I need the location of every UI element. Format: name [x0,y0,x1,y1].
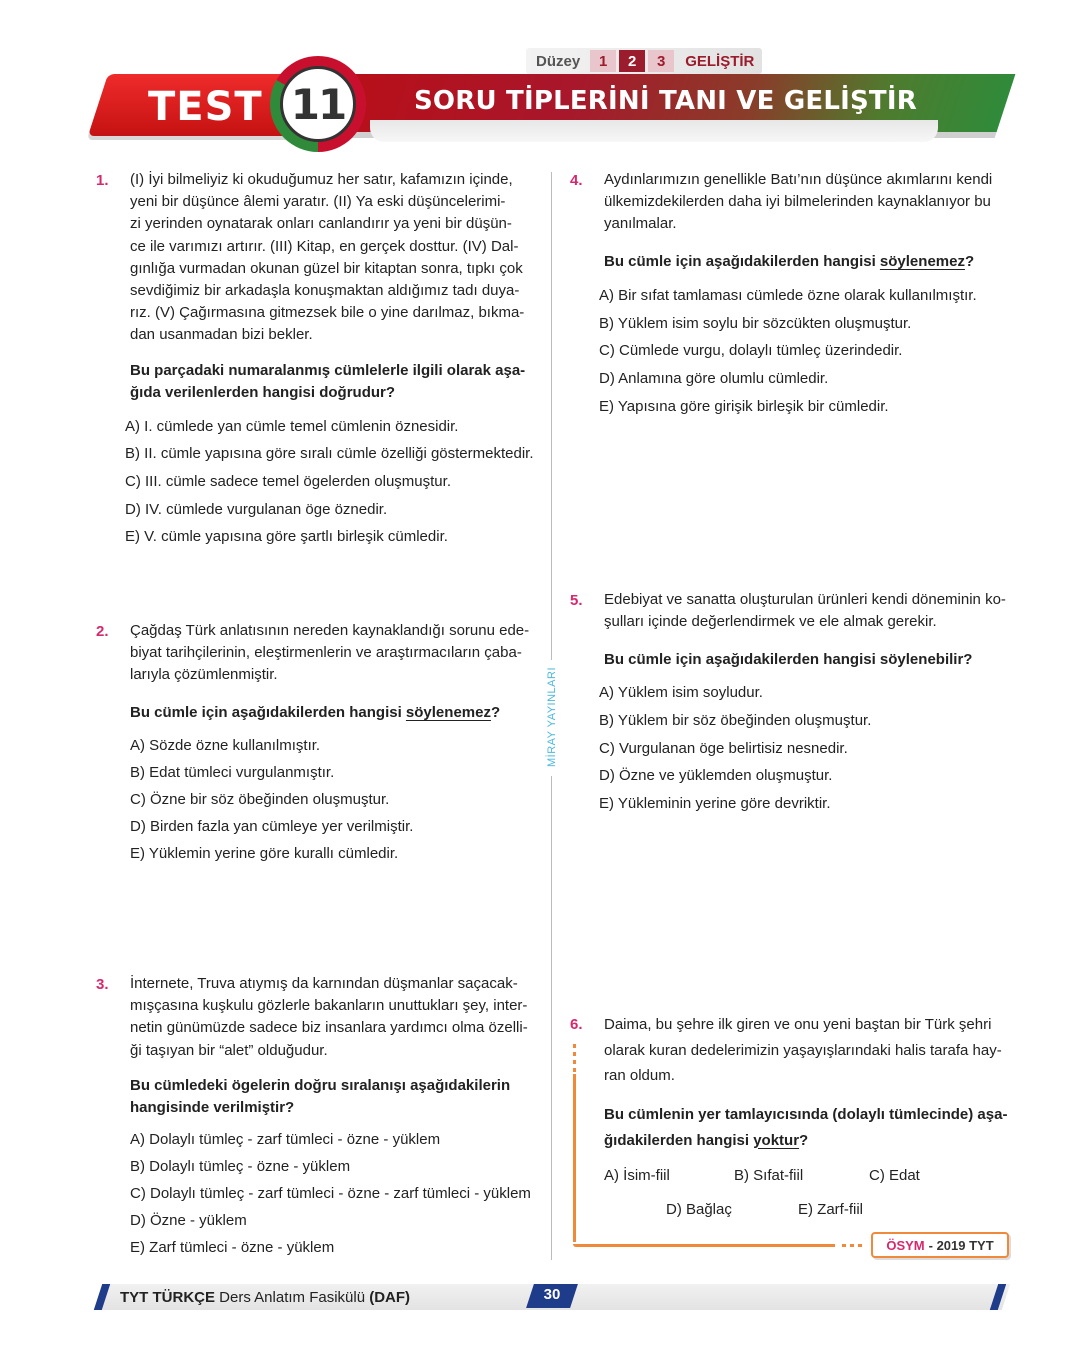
question-text [604,1012,1010,1089]
option-c[interactable]: C) Edat [869,1167,920,1184]
option-d[interactable]: D) Birden fazla yan cümleye yer verilmiştir. [130,818,414,835]
level-2: 2 [619,50,645,72]
text-line: yanılmalar. [604,215,677,233]
stem-text: Bu cümle için aşağıdakilerden hangisi [130,704,406,721]
stem-line: Bu parçadaki numaralanmış cümlelerle ilgili olarak aşa- [130,362,526,379]
level-label: Düzey [536,52,581,70]
bracket-dots-horizontal [842,1244,864,1247]
option-c[interactable]: C) Dolaylı tümleç - zarf tümleci - özne - zarf tümleci - yüklem [130,1185,531,1202]
test-number-badge [280,66,356,142]
stem-end: ? [964,253,975,270]
stem-text: Bu cümle için aşağıdakilerden hangisi [604,253,880,270]
text-line: şulları içinde değerlendirmek ve ele almak gerekir. [604,613,937,631]
level-1: 1 [590,50,616,72]
level-name: GELİŞTİR [685,52,755,70]
test-word: TEST [148,84,263,130]
stem-line [604,1128,1010,1154]
question-number: 3. [96,976,109,993]
question-stem: Bu cümle için aşağıdakilerden hangisi söylenebilir? [604,651,973,668]
option-d[interactable]: D) Özne ve yüklemden oluşmuştur. [599,767,833,784]
option-d[interactable]: D) Anlamına göre olumlu cümledir. [599,370,829,387]
stem-end: ? [799,1131,809,1149]
text-line: olarak kuran dedelerimizin yaşayışlarındaki halis tarafa hay- [604,1041,1002,1059]
text-line: yeni bir düşünce âlemi yaratır. (II) Ya eski düşüncelerimi- [130,193,506,211]
source-badge [871,1232,1009,1258]
text-line: Daima, bu şehre ilk giren ve onu yeni baştan bir Türk şehri [604,1016,992,1033]
stem-line: hangisinde verilmiştir? [130,1099,295,1117]
question-text [604,589,1008,633]
question-stem [130,702,500,724]
option-e[interactable]: E) Zarf tümleci - özne - yüklem [130,1239,335,1256]
option-a[interactable]: A) Bir sıfat tamlaması cümlede özne olarak kullanılmıştır. [599,287,977,304]
question-text [130,973,534,1062]
option-d[interactable]: D) IV. cümlede vurgulanan öge öznedir. [125,501,388,518]
level-indicator [526,48,762,74]
option-a[interactable]: A) İsim-fiil [604,1167,670,1184]
footer-abbrev: (DAF) [369,1289,411,1306]
question-text [130,169,534,347]
text-line: ran oldum. [604,1067,675,1084]
text-line: rız. (V) Çağırmasına gitmezsek bile o yine darılmaz, bıkma- [130,304,525,322]
title-banner-shadow [370,120,938,142]
column-divider-bottom [551,776,552,1260]
text-line: larıyla çözümlenmiştir. [130,666,278,684]
option-e[interactable]: E) Yapısına göre girişik birleşik bir cümledir. [599,398,889,415]
question-number: 1. [96,172,109,189]
stem-line: ğıda verilenlerden hangisi doğrudur? [130,384,396,402]
option-e[interactable]: E) V. cümle yapısına göre şartlı birleşik cümledir. [125,528,448,545]
stem-end: ? [490,704,501,721]
footer-title [120,1289,410,1306]
option-b[interactable]: B) Yüklem isim soylu bir sözcükten oluşmuştur. [599,315,912,332]
option-a[interactable]: A) I. cümlede yan cümle temel cümlenin öznesidir. [125,418,459,435]
bracket-bottom [573,1244,835,1247]
source-year: - 2019 TYT [928,1237,994,1253]
option-c[interactable]: C) Özne bir söz öbeğinden oluşmuştur. [130,791,390,808]
question-number: 2. [96,623,109,640]
option-c[interactable]: C) Cümlede vurgu, dolaylı tümleç üzerindedir. [599,342,903,359]
column-divider-top [551,172,552,660]
option-d[interactable]: D) Bağlaç [666,1201,732,1218]
text-line: sevdiğimiz bir arkadaşla konuşmaktan aldığımız tadı duya- [130,282,520,300]
text-line: Aydınlarımızın genellikle Batı’nın düşünce akımlarını kendi [604,171,993,188]
text-line: zi yerinden oynatarak onları canlandırır ya yeni bir düşün- [130,215,512,233]
text-line: İnternete, Truva atıymış da karnından düşmanlar saçacak- [130,975,518,992]
text-line: biyat tarihçilerinin, eleştirmenlerin ve araştırmacıların çaba- [130,644,522,662]
option-e[interactable]: E) Zarf-fiil [798,1201,863,1218]
question-stem [604,1102,1010,1153]
side-label-text: MİRAY YAYINLARI [546,666,558,768]
stem-underlined: yoktur [753,1131,800,1149]
option-a[interactable]: A) Yüklem isim soyludur. [599,684,763,701]
question-stem [130,1075,534,1119]
option-b[interactable]: B) II. cümle yapısına göre sıralı cümle özelliği göstermektedir. [125,445,534,462]
page-number: 30 [543,1286,561,1303]
source-brand: ÖSYM [886,1237,925,1253]
bracket-dots [573,1044,576,1074]
footer-book: Ders Anlatım Fasikülü [215,1289,370,1306]
level-3: 3 [648,50,674,72]
text-line: gınlığa vurmadan okunan güzel bir kitaptan sonra, tıpkı çok [130,259,523,277]
question-stem [604,251,974,273]
text-line: ce ile varımızı artırır. (III) Kitap, en gerçek dosttur. (IV) Dal- [130,237,519,255]
option-e[interactable]: E) Yüklemin yerine göre kurallı cümledir. [130,845,399,862]
option-b[interactable]: B) Yüklem bir söz öbeğinden oluşmuştur. [599,712,872,729]
side-label [544,665,560,769]
option-a[interactable]: A) Dolaylı tümleç - zarf tümleci - özne - yüklem [130,1131,441,1148]
text-line: netin günümüzde sadece biz insanlara yardımcı olma özelli- [130,1019,528,1037]
stem-text: ğıdakilerden hangisi [604,1131,754,1149]
text-line: (I) İyi bilmeliyiz ki okuduğumuz her satır, kafamızın içinde, [130,171,513,188]
question-text [130,620,534,687]
text-line: ülkemizdekilerden daha iyi bilmelerinden kaynaklanıyor bu [604,193,991,211]
test-number: 11 [290,79,346,129]
text-line: ği taşıyan bir “alet” olduğudur. [130,1041,328,1059]
option-d[interactable]: D) Özne - yüklem [130,1212,247,1229]
option-b[interactable]: B) Dolaylı tümleç - özne - yüklem [130,1158,351,1175]
option-e[interactable]: E) Yükleminin yerine göre devriktir. [599,795,831,812]
text-line: Çağdaş Türk anlatısının nereden kaynaklandığı sorunu ede- [130,622,530,639]
option-a[interactable]: A) Sözde özne kullanılmıştır. [130,737,321,754]
option-c[interactable]: C) III. cümle sadece temel ögelerden oluşmuştur. [125,473,451,490]
question-number: 6. [570,1016,583,1033]
stem-line: Bu cümledeki ögelerin doğru sıralanışı aşağıdakilerin [130,1077,511,1094]
question-text [604,169,1008,236]
option-b[interactable]: B) Sıfat-fiil [734,1167,804,1184]
text-line: dan usanmadan bizi bekler. [130,326,313,344]
footer-subject: TYT TÜRKÇE [120,1289,215,1306]
stem-underlined: söylenemez [405,704,491,721]
text-line: Edebiyat ve sanatta oluşturulan ürünleri kendi döneminin ko- [604,591,1006,608]
option-c[interactable]: C) Vurgulanan öge belirtisiz nesnedir. [599,740,848,757]
page-title: SORU TİPLERİNİ TANI VE GELİŞTİR [414,86,917,116]
stem-underlined: söylenemez [879,253,965,270]
question-number: 4. [570,172,583,189]
option-b[interactable]: B) Edat tümleci vurgulanmıştır. [130,764,335,781]
question-number: 5. [570,592,583,609]
bracket-line [573,1074,576,1242]
text-line: mışçasına kuşkulu gözlerle bakanların unuttukları şey, inter- [130,997,528,1015]
stem-line: Bu cümlenin yer tamlayıcısında (dolaylı tümlecinde) aşa- [604,1106,1008,1123]
question-stem [130,360,534,404]
